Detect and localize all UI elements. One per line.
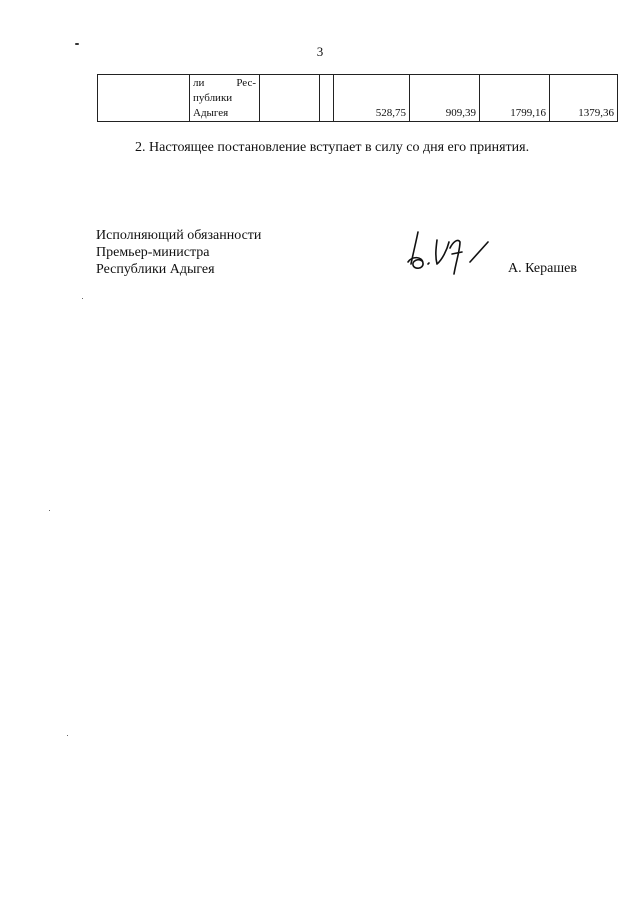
scan-speck xyxy=(82,298,83,299)
region-line-3: Адыгея xyxy=(193,107,229,119)
clause-paragraph: 2. Настоящее постановление вступает в силу со дня его принятия. xyxy=(135,140,530,155)
table-cell-empty xyxy=(320,75,334,122)
position-line: Премьер-министра xyxy=(96,245,210,260)
region-line-2: публики xyxy=(193,92,233,104)
continued-table xyxy=(97,74,618,122)
signer-name: А. Керашев xyxy=(508,261,577,276)
scan-speck xyxy=(67,735,68,736)
table-cell-empty xyxy=(260,75,320,122)
table-cell-region xyxy=(190,75,260,122)
table-cell-value: 1799,16 xyxy=(480,75,550,122)
scan-speck xyxy=(49,510,50,511)
handwritten-signature xyxy=(404,228,496,278)
table-cell-empty xyxy=(98,75,190,122)
table-cell-value: 909,39 xyxy=(410,75,480,122)
position-line: Исполняющий обязанности xyxy=(96,228,262,243)
table-row xyxy=(98,75,618,122)
scan-speck xyxy=(75,43,79,45)
signatory-position xyxy=(96,227,261,278)
table-cell-value: 1379,36 xyxy=(550,75,618,122)
page-number: 3 xyxy=(316,44,324,59)
region-line-1: ли Рес- xyxy=(193,77,256,89)
table-cell-value: 528,75 xyxy=(334,75,410,122)
position-line: Республики Адыгея xyxy=(96,262,215,277)
